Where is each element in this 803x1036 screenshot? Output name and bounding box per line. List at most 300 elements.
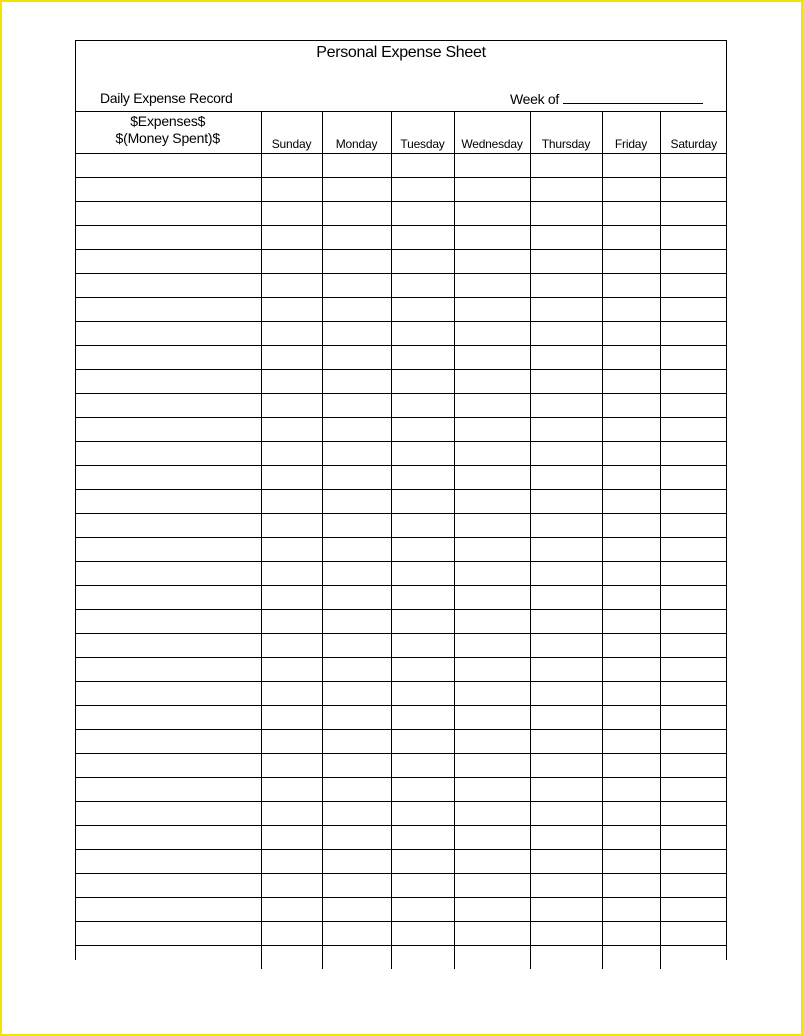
wednesday-cell[interactable]	[454, 202, 530, 226]
table-row	[75, 298, 727, 322]
monday-cell[interactable]	[322, 706, 391, 730]
sunday-cell[interactable]	[261, 298, 322, 322]
sunday-cell[interactable]	[261, 682, 322, 706]
wednesday-cell[interactable]	[454, 226, 530, 250]
expense-sheet	[75, 40, 727, 960]
expense-cell[interactable]	[75, 226, 261, 250]
friday-cell[interactable]	[602, 730, 660, 754]
wednesday-cell[interactable]	[454, 322, 530, 346]
thursday-cell[interactable]	[530, 898, 602, 922]
wednesday-cell[interactable]	[454, 298, 530, 322]
thursday-cell[interactable]	[530, 586, 602, 610]
thursday-cell[interactable]	[530, 826, 602, 850]
wednesday-cell[interactable]	[454, 586, 530, 610]
expense-cell[interactable]	[75, 730, 261, 754]
day-header-friday: Friday	[602, 112, 660, 154]
tuesday-cell[interactable]	[391, 706, 454, 730]
sunday-cell[interactable]	[261, 562, 322, 586]
tuesday-cell[interactable]	[391, 370, 454, 394]
wednesday-cell[interactable]	[454, 154, 530, 178]
tuesday-cell[interactable]	[391, 946, 454, 970]
expense-cell[interactable]	[75, 562, 261, 586]
table-row	[75, 634, 727, 658]
expense-cell[interactable]	[75, 154, 261, 178]
saturday-cell[interactable]	[660, 514, 727, 538]
monday-cell[interactable]	[322, 346, 391, 370]
friday-cell[interactable]	[602, 946, 660, 970]
thursday-cell[interactable]	[530, 730, 602, 754]
tuesday-cell[interactable]	[391, 730, 454, 754]
friday-cell[interactable]	[602, 562, 660, 586]
wednesday-cell[interactable]	[454, 922, 530, 946]
sunday-cell[interactable]	[261, 466, 322, 490]
expense-cell[interactable]	[75, 394, 261, 418]
expense-cell[interactable]	[75, 802, 261, 826]
tuesday-cell[interactable]	[391, 562, 454, 586]
sunday-cell[interactable]	[261, 178, 322, 202]
sunday-cell[interactable]	[261, 634, 322, 658]
friday-cell[interactable]	[602, 682, 660, 706]
monday-cell[interactable]	[322, 586, 391, 610]
tuesday-cell[interactable]	[391, 922, 454, 946]
friday-cell[interactable]	[602, 778, 660, 802]
monday-cell[interactable]	[322, 250, 391, 274]
expense-cell[interactable]	[75, 754, 261, 778]
day-header-wednesday: Wednesday	[454, 112, 530, 154]
sunday-cell[interactable]	[261, 250, 322, 274]
friday-cell[interactable]	[602, 490, 660, 514]
sunday-cell[interactable]	[261, 778, 322, 802]
wednesday-cell[interactable]	[454, 658, 530, 682]
day-header-sunday: Sunday	[261, 112, 322, 154]
wednesday-cell[interactable]	[454, 754, 530, 778]
sunday-cell[interactable]	[261, 370, 322, 394]
expense-cell[interactable]	[75, 898, 261, 922]
monday-cell[interactable]	[322, 202, 391, 226]
tuesday-cell[interactable]	[391, 802, 454, 826]
thursday-cell[interactable]	[530, 562, 602, 586]
tuesday-cell[interactable]	[391, 586, 454, 610]
thursday-cell[interactable]	[530, 346, 602, 370]
saturday-cell[interactable]	[660, 898, 727, 922]
sunday-cell[interactable]	[261, 946, 322, 970]
thursday-cell[interactable]	[530, 370, 602, 394]
thursday-cell[interactable]	[530, 154, 602, 178]
thursday-cell[interactable]	[530, 466, 602, 490]
sunday-cell[interactable]	[261, 658, 322, 682]
expense-cell[interactable]	[75, 250, 261, 274]
sunday-cell[interactable]	[261, 322, 322, 346]
tuesday-cell[interactable]	[391, 778, 454, 802]
table-row	[75, 154, 727, 178]
saturday-cell[interactable]	[660, 778, 727, 802]
tuesday-cell[interactable]	[391, 826, 454, 850]
friday-cell[interactable]	[602, 538, 660, 562]
week-of-label: Week of	[510, 91, 559, 107]
tuesday-cell[interactable]	[391, 466, 454, 490]
expense-cell[interactable]	[75, 538, 261, 562]
wednesday-cell[interactable]	[454, 538, 530, 562]
tuesday-cell[interactable]	[391, 178, 454, 202]
sunday-cell[interactable]	[261, 850, 322, 874]
wednesday-cell[interactable]	[454, 874, 530, 898]
saturday-cell[interactable]	[660, 466, 727, 490]
monday-cell[interactable]	[322, 274, 391, 298]
tuesday-cell[interactable]	[391, 874, 454, 898]
expense-cell[interactable]	[75, 442, 261, 466]
sunday-cell[interactable]	[261, 586, 322, 610]
sunday-cell[interactable]	[261, 538, 322, 562]
friday-cell[interactable]	[602, 442, 660, 466]
wednesday-cell[interactable]	[454, 682, 530, 706]
friday-cell[interactable]	[602, 322, 660, 346]
thursday-cell[interactable]	[530, 802, 602, 826]
thursday-cell[interactable]	[530, 538, 602, 562]
saturday-cell[interactable]	[660, 826, 727, 850]
table-row	[75, 826, 727, 850]
saturday-cell[interactable]	[660, 850, 727, 874]
sunday-cell[interactable]	[261, 730, 322, 754]
sunday-cell[interactable]	[261, 418, 322, 442]
wednesday-cell[interactable]	[454, 898, 530, 922]
tuesday-cell[interactable]	[391, 850, 454, 874]
tuesday-cell[interactable]	[391, 658, 454, 682]
monday-cell[interactable]	[322, 562, 391, 586]
table-row	[75, 202, 727, 226]
table-row	[75, 778, 727, 802]
expense-cell[interactable]	[75, 586, 261, 610]
wednesday-cell[interactable]	[454, 946, 530, 970]
friday-cell[interactable]	[602, 802, 660, 826]
wednesday-cell[interactable]	[454, 562, 530, 586]
table-row	[75, 586, 727, 610]
expense-cell[interactable]	[75, 850, 261, 874]
friday-cell[interactable]	[602, 850, 660, 874]
sunday-cell[interactable]	[261, 394, 322, 418]
daily-record-label: Daily Expense Record	[100, 90, 233, 106]
day-header-tuesday: Tuesday	[391, 112, 454, 154]
saturday-cell[interactable]	[660, 250, 727, 274]
friday-cell[interactable]	[602, 586, 660, 610]
table-row	[75, 442, 727, 466]
tuesday-cell[interactable]	[391, 490, 454, 514]
tuesday-cell[interactable]	[391, 274, 454, 298]
tuesday-cell[interactable]	[391, 442, 454, 466]
expense-cell[interactable]	[75, 682, 261, 706]
thursday-cell[interactable]	[530, 226, 602, 250]
sunday-cell[interactable]	[261, 514, 322, 538]
saturday-cell[interactable]	[660, 442, 727, 466]
wednesday-cell[interactable]	[454, 250, 530, 274]
friday-cell[interactable]	[602, 826, 660, 850]
friday-cell[interactable]	[602, 178, 660, 202]
saturday-cell[interactable]	[660, 490, 727, 514]
expense-cell[interactable]	[75, 826, 261, 850]
friday-cell[interactable]	[602, 202, 660, 226]
tuesday-cell[interactable]	[391, 634, 454, 658]
wednesday-cell[interactable]	[454, 490, 530, 514]
expense-cell[interactable]	[75, 610, 261, 634]
friday-cell[interactable]	[602, 154, 660, 178]
wednesday-cell[interactable]	[454, 802, 530, 826]
thursday-cell[interactable]	[530, 874, 602, 898]
thursday-cell[interactable]	[530, 754, 602, 778]
thursday-cell[interactable]	[530, 442, 602, 466]
sunday-cell[interactable]	[261, 610, 322, 634]
thursday-cell[interactable]	[530, 946, 602, 970]
monday-cell[interactable]	[322, 226, 391, 250]
friday-cell[interactable]	[602, 394, 660, 418]
tuesday-cell[interactable]	[391, 898, 454, 922]
saturday-cell[interactable]	[660, 178, 727, 202]
wednesday-cell[interactable]	[454, 826, 530, 850]
thursday-cell[interactable]	[530, 274, 602, 298]
saturday-cell[interactable]	[660, 922, 727, 946]
saturday-cell[interactable]	[660, 586, 727, 610]
wednesday-cell[interactable]	[454, 274, 530, 298]
wednesday-cell[interactable]	[454, 730, 530, 754]
wednesday-cell[interactable]	[454, 178, 530, 202]
thursday-cell[interactable]	[530, 202, 602, 226]
saturday-cell[interactable]	[660, 658, 727, 682]
table-row	[75, 658, 727, 682]
monday-cell[interactable]	[322, 682, 391, 706]
tuesday-cell[interactable]	[391, 298, 454, 322]
thursday-cell[interactable]	[530, 634, 602, 658]
thursday-cell[interactable]	[530, 850, 602, 874]
expense-cell[interactable]	[75, 514, 261, 538]
sunday-cell[interactable]	[261, 898, 322, 922]
tuesday-cell[interactable]	[391, 202, 454, 226]
sunday-cell[interactable]	[261, 754, 322, 778]
saturday-cell[interactable]	[660, 946, 727, 970]
saturday-cell[interactable]	[660, 706, 727, 730]
saturday-cell[interactable]	[660, 370, 727, 394]
expense-cell[interactable]	[75, 634, 261, 658]
friday-cell[interactable]	[602, 514, 660, 538]
table-row	[75, 514, 727, 538]
monday-cell[interactable]	[322, 322, 391, 346]
saturday-cell[interactable]	[660, 322, 727, 346]
expense-cell[interactable]	[75, 706, 261, 730]
friday-cell[interactable]	[602, 754, 660, 778]
saturday-cell[interactable]	[660, 754, 727, 778]
sunday-cell[interactable]	[261, 826, 322, 850]
friday-cell[interactable]	[602, 274, 660, 298]
monday-cell[interactable]	[322, 610, 391, 634]
wednesday-cell[interactable]	[454, 850, 530, 874]
saturday-cell[interactable]	[660, 874, 727, 898]
expense-cell[interactable]	[75, 346, 261, 370]
wednesday-cell[interactable]	[454, 346, 530, 370]
monday-cell[interactable]	[322, 370, 391, 394]
sunday-cell[interactable]	[261, 874, 322, 898]
wednesday-cell[interactable]	[454, 418, 530, 442]
friday-cell[interactable]	[602, 898, 660, 922]
thursday-cell[interactable]	[530, 178, 602, 202]
thursday-cell[interactable]	[530, 706, 602, 730]
sunday-cell[interactable]	[261, 226, 322, 250]
tuesday-cell[interactable]	[391, 154, 454, 178]
sunday-cell[interactable]	[261, 922, 322, 946]
expense-cell[interactable]	[75, 946, 261, 970]
friday-cell[interactable]	[602, 250, 660, 274]
wednesday-cell[interactable]	[454, 706, 530, 730]
wednesday-cell[interactable]	[454, 610, 530, 634]
sunday-cell[interactable]	[261, 490, 322, 514]
monday-cell[interactable]	[322, 514, 391, 538]
tuesday-cell[interactable]	[391, 322, 454, 346]
week-of-field[interactable]	[510, 90, 703, 107]
table-header-row	[75, 112, 727, 154]
saturday-cell[interactable]	[660, 634, 727, 658]
sheet-title: Personal Expense Sheet	[316, 44, 486, 61]
saturday-cell[interactable]	[660, 394, 727, 418]
wednesday-cell[interactable]	[454, 778, 530, 802]
tuesday-cell[interactable]	[391, 418, 454, 442]
saturday-cell[interactable]	[660, 154, 727, 178]
saturday-cell[interactable]	[660, 730, 727, 754]
expense-cell[interactable]	[75, 298, 261, 322]
tuesday-cell[interactable]	[391, 610, 454, 634]
thursday-cell[interactable]	[530, 658, 602, 682]
friday-cell[interactable]	[602, 418, 660, 442]
saturday-cell[interactable]	[660, 418, 727, 442]
tuesday-cell[interactable]	[391, 682, 454, 706]
friday-cell[interactable]	[602, 346, 660, 370]
saturday-cell[interactable]	[660, 538, 727, 562]
expense-cell[interactable]	[75, 322, 261, 346]
expense-cell[interactable]	[75, 466, 261, 490]
friday-cell[interactable]	[602, 874, 660, 898]
friday-cell[interactable]	[602, 298, 660, 322]
table-row	[75, 322, 727, 346]
monday-cell[interactable]	[322, 490, 391, 514]
friday-cell[interactable]	[602, 658, 660, 682]
monday-cell[interactable]	[322, 778, 391, 802]
saturday-cell[interactable]	[660, 298, 727, 322]
monday-cell[interactable]	[322, 178, 391, 202]
saturday-cell[interactable]	[660, 202, 727, 226]
thursday-cell[interactable]	[530, 514, 602, 538]
wednesday-cell[interactable]	[454, 370, 530, 394]
expense-cell[interactable]	[75, 418, 261, 442]
tuesday-cell[interactable]	[391, 394, 454, 418]
saturday-cell[interactable]	[660, 226, 727, 250]
monday-cell[interactable]	[322, 418, 391, 442]
sunday-cell[interactable]	[261, 802, 322, 826]
monday-cell[interactable]	[322, 730, 391, 754]
monday-cell[interactable]	[322, 658, 391, 682]
thursday-cell[interactable]	[530, 922, 602, 946]
expense-cell[interactable]	[75, 370, 261, 394]
monday-cell[interactable]	[322, 850, 391, 874]
expenses-header-line2: $(Money Spent)$	[115, 130, 220, 146]
expense-cell[interactable]	[75, 778, 261, 802]
tuesday-cell[interactable]	[391, 346, 454, 370]
sunday-cell[interactable]	[261, 346, 322, 370]
saturday-cell[interactable]	[660, 562, 727, 586]
table-row	[75, 682, 727, 706]
friday-cell[interactable]	[602, 226, 660, 250]
friday-cell[interactable]	[602, 706, 660, 730]
monday-cell[interactable]	[322, 394, 391, 418]
wednesday-cell[interactable]	[454, 514, 530, 538]
sunday-cell[interactable]	[261, 442, 322, 466]
tuesday-cell[interactable]	[391, 754, 454, 778]
sunday-cell[interactable]	[261, 706, 322, 730]
table-row	[75, 370, 727, 394]
monday-cell[interactable]	[322, 874, 391, 898]
friday-cell[interactable]	[602, 370, 660, 394]
expense-cell[interactable]	[75, 178, 261, 202]
saturday-cell[interactable]	[660, 346, 727, 370]
sunday-cell[interactable]	[261, 154, 322, 178]
monday-cell[interactable]	[322, 634, 391, 658]
monday-cell[interactable]	[322, 898, 391, 922]
monday-cell[interactable]	[322, 442, 391, 466]
expense-cell[interactable]	[75, 202, 261, 226]
expense-table	[75, 111, 727, 969]
wednesday-cell[interactable]	[454, 442, 530, 466]
saturday-cell[interactable]	[660, 682, 727, 706]
expense-cell[interactable]	[75, 658, 261, 682]
wednesday-cell[interactable]	[454, 394, 530, 418]
monday-cell[interactable]	[322, 826, 391, 850]
monday-cell[interactable]	[322, 802, 391, 826]
tuesday-cell[interactable]	[391, 514, 454, 538]
expense-cell[interactable]	[75, 490, 261, 514]
thursday-cell[interactable]	[530, 322, 602, 346]
thursday-cell[interactable]	[530, 682, 602, 706]
wednesday-cell[interactable]	[454, 466, 530, 490]
table-row	[75, 538, 727, 562]
tuesday-cell[interactable]	[391, 226, 454, 250]
thursday-cell[interactable]	[530, 250, 602, 274]
thursday-cell[interactable]	[530, 418, 602, 442]
expense-cell[interactable]	[75, 274, 261, 298]
week-of-blank-line[interactable]	[563, 90, 703, 104]
table-row	[75, 850, 727, 874]
monday-cell[interactable]	[322, 154, 391, 178]
monday-cell[interactable]	[322, 466, 391, 490]
expense-cell[interactable]	[75, 922, 261, 946]
sunday-cell[interactable]	[261, 274, 322, 298]
thursday-cell[interactable]	[530, 394, 602, 418]
friday-cell[interactable]	[602, 610, 660, 634]
tuesday-cell[interactable]	[391, 250, 454, 274]
monday-cell[interactable]	[322, 298, 391, 322]
friday-cell[interactable]	[602, 922, 660, 946]
thursday-cell[interactable]	[530, 778, 602, 802]
monday-cell[interactable]	[322, 946, 391, 970]
saturday-cell[interactable]	[660, 802, 727, 826]
wednesday-cell[interactable]	[454, 634, 530, 658]
thursday-cell[interactable]	[530, 298, 602, 322]
thursday-cell[interactable]	[530, 490, 602, 514]
monday-cell[interactable]	[322, 538, 391, 562]
friday-cell[interactable]	[602, 466, 660, 490]
monday-cell[interactable]	[322, 922, 391, 946]
monday-cell[interactable]	[322, 754, 391, 778]
expense-cell[interactable]	[75, 874, 261, 898]
saturday-cell[interactable]	[660, 610, 727, 634]
tuesday-cell[interactable]	[391, 538, 454, 562]
sunday-cell[interactable]	[261, 202, 322, 226]
thursday-cell[interactable]	[530, 610, 602, 634]
friday-cell[interactable]	[602, 634, 660, 658]
saturday-cell[interactable]	[660, 274, 727, 298]
